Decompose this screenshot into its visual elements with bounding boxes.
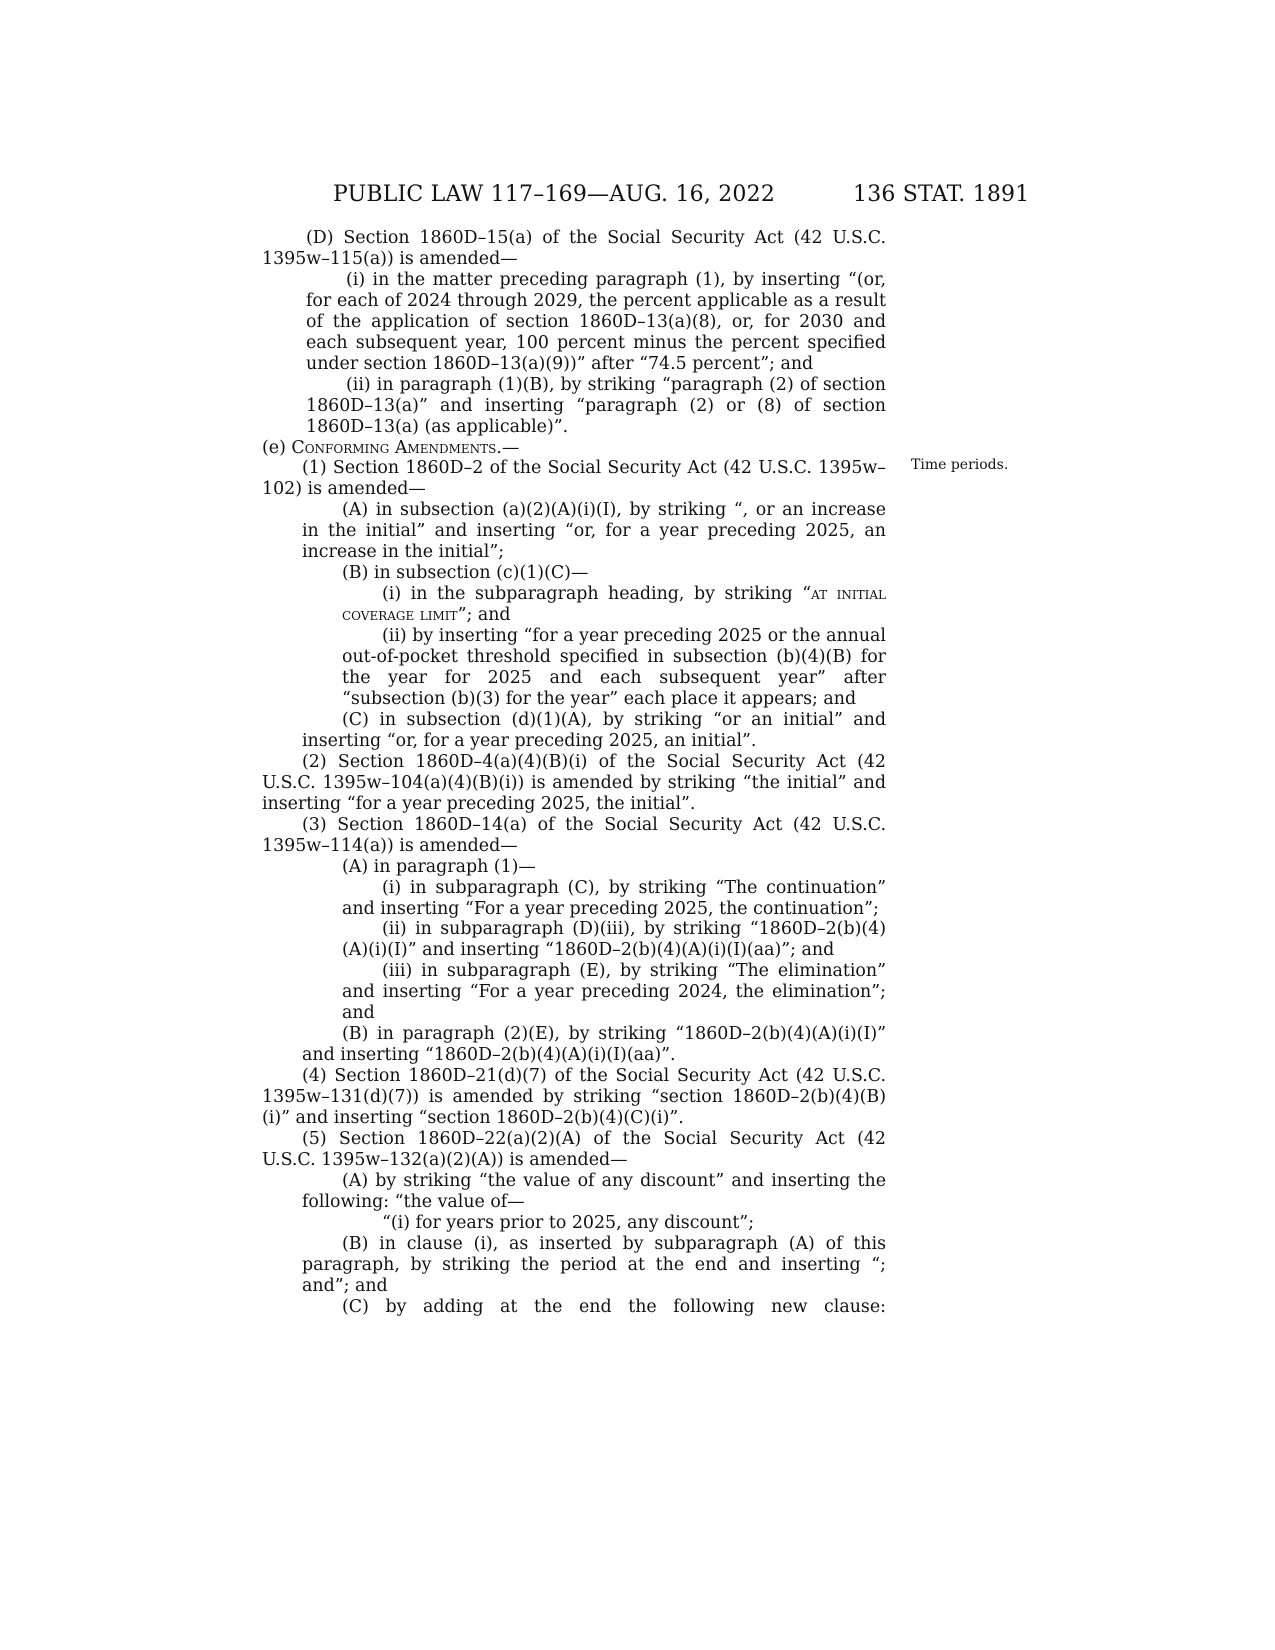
section-e-prefix: (e) — [262, 437, 292, 458]
paragraph-e5-A: (A) by striking “the value of any discount” and inserting the following: “the value of— — [302, 1170, 886, 1212]
section-e-heading — [262, 438, 886, 459]
paragraph-d: (D) Section 1860D–15(a) of the Social Security Act (42 U.S.C. 1395w–115(a)) is amended— — [262, 228, 886, 269]
section-e-title: Conforming Amendments.— — [291, 437, 520, 458]
paragraph-e3-A-iii: (iii) in subparagraph (E), by striking “The elimination” and inserting “For a year preceding 2024, the elimination”; and — [342, 961, 886, 1024]
paragraph-e1: (1) Section 1860D–2 of the Social Security Act (42 U.S.C. 1395w–102) is amended— — [262, 458, 886, 500]
paragraph-e1-B-ii: (ii) by inserting “for a year preceding 2025 or the annual out-of-pocket threshold specified in subsection (b)(4)(B) for the year for 2025 and each subsequent year” after “subsection (b)(3) for the year” each place it appears; and — [342, 626, 886, 709]
paragraph-d-ii: (ii) in paragraph (1)(B), by striking “paragraph (2) of section 1860D–13(a)” and inserting “paragraph (2) or (8) of section 1860D–13(a) (as applicable)”. — [306, 374, 886, 437]
paragraph-e3-B: (B) in paragraph (2)(E), by striking “1860D–2(b)(4)(A)(i)(I)” and inserting “1860D–2(b)(4)(A)(i)(I)(aa)”. — [302, 1024, 886, 1066]
paragraph-e1-A: (A) in subsection (a)(2)(A)(i)(I), by striking “, or an increase in the initial” and inserting “or, for a year preceding 2025, an increase in the initial”; — [302, 500, 886, 563]
paragraph-e5-B: (B) in clause (i), as inserted by subparagraph (A) of this paragraph, by striking the period at the end and inserting “; and”; and — [302, 1233, 886, 1296]
paragraph-e2: (2) Section 1860D–4(a)(4)(B)(i) of the Social Security Act (42 U.S.C. 1395w–104(a)(4)(B)(i)) is amended by striking “the initial” and inserting “for a year preceding 2025, the initial”. — [262, 751, 886, 814]
margin-note: Time periods. — [911, 457, 1009, 473]
running-header-title: PUBLIC LAW 117–169—AUG. 16, 2022 — [333, 182, 776, 207]
paragraph-e1-B-i — [262, 584, 886, 626]
paragraph-e3-A: (A) in paragraph (1)— — [342, 856, 536, 877]
paragraph-d-i: (i) in the matter preceding paragraph (1), by inserting “(or, for each of 2024 through 2029, the percent applicable as a result of the application of section 1860D–13(a)(8), or, for 2030 and each subsequent year, 100 percent minus the percent specified under section 1860D–13(a)(9))” after “74.5 percent”; and — [306, 269, 886, 374]
paragraph-e1-B: (B) in subsection (c)(1)(C)— — [342, 563, 589, 584]
paragraph-e3-A-i: (i) in subparagraph (C), by striking “The continuation” and inserting “For a year preceding 2025, the continuation”; — [342, 877, 886, 919]
paragraph-e3-A-ii: (ii) in subparagraph (D)(iii), by striking “1860D–2(b)(4)(A)(i)(I)” and inserting “1860D–2(b)(4)(A)(i)(I)(aa)”; and — [342, 919, 886, 961]
small-caps-heading-text: at initial coverage limit — [342, 584, 887, 626]
page-number: 136 STAT. 1891 — [853, 182, 1030, 207]
paragraph-e5: (5) Section 1860D–22(a)(2)(A) of the Social Security Act (42 U.S.C. 1395w–132(a)(2)(A)) is amended— — [262, 1128, 886, 1170]
paragraph-e3: (3) Section 1860D–14(a) of the Social Security Act (42 U.S.C. 1395w–114(a)) is amended— — [262, 814, 886, 856]
clause-text: (i) in the subparagraph heading, by striking “ — [382, 584, 812, 605]
document-body — [262, 228, 886, 1318]
paragraph-e5-A-quote: “(i) for years prior to 2025, any discount”; — [382, 1212, 755, 1233]
clause-text-end: ”; and — [457, 605, 511, 626]
paragraph-e4: (4) Section 1860D–21(d)(7) of the Social Security Act (42 U.S.C. 1395w–131(d)(7)) is amended by striking “section 1860D–2(b)(4)(B)(i)” and inserting “section 1860D–2(b)(4)(C)(i)”. — [262, 1066, 886, 1129]
paragraph-e5-C: (C) by adding at the end the following new clause: — [342, 1296, 886, 1317]
paragraph-e1-C: (C) in subsection (d)(1)(A), by striking “or an initial” and inserting “or, for a year preceding 2025, an initial”. — [302, 709, 886, 751]
